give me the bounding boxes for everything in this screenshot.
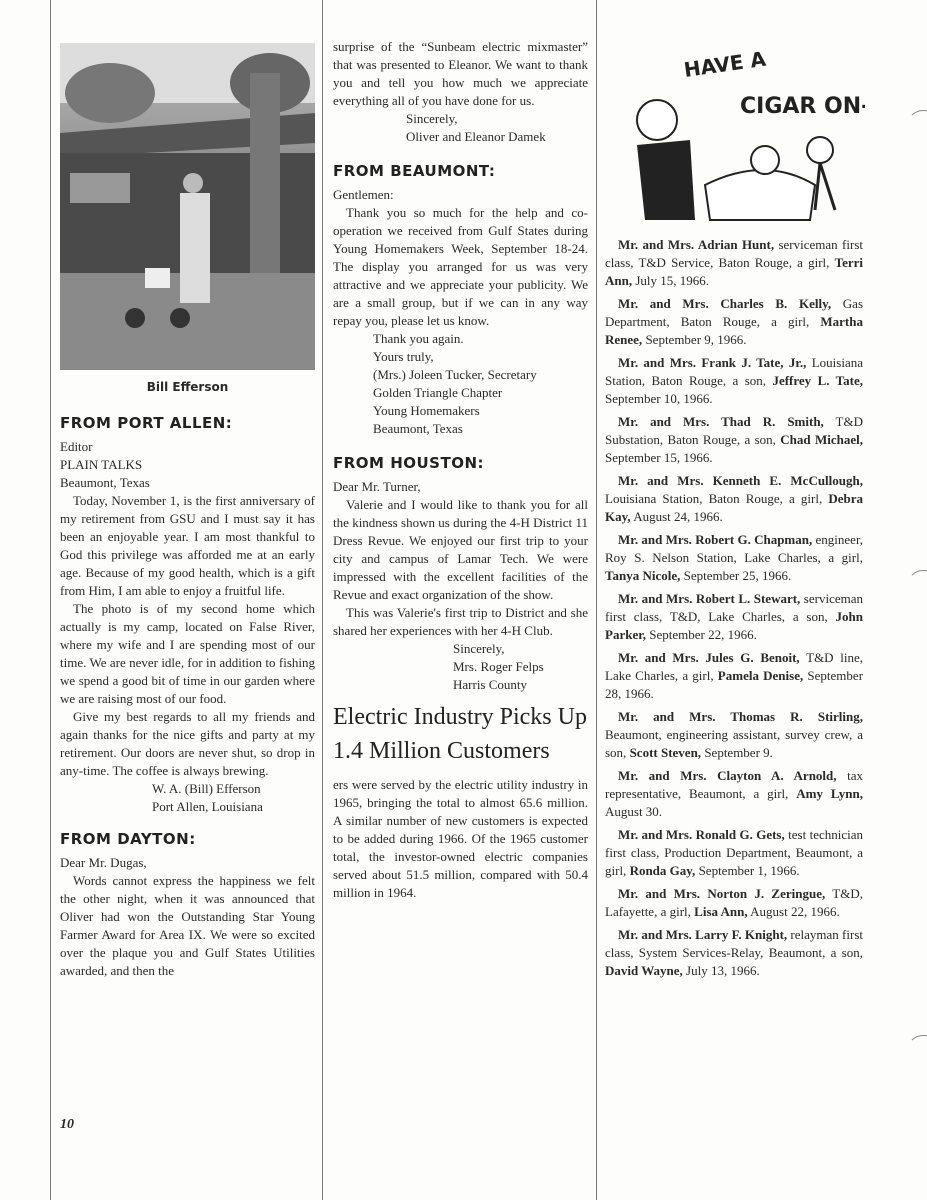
bold-name: Amy Lynn, [796, 786, 863, 801]
announcement-text: August 22, 1966. [747, 904, 840, 919]
announcement-text: T&D Substation, Baton Rouge, a son, [605, 414, 863, 447]
announcement-text: tax representative, Beaumont, a girl, [605, 768, 863, 801]
birth-announcement [605, 885, 863, 921]
signature-line: Thank you again. [373, 331, 464, 346]
signature-line: Yours truly, [373, 349, 434, 364]
birth-announcement [605, 926, 863, 980]
bold-name: Ronda Gay, [629, 863, 696, 878]
bold-name: Mr. and Mrs. Robert L. Stewart, [618, 591, 801, 606]
announcement-text: test technician first class, Production Department, Beaumont, a girl, [605, 827, 863, 878]
cartoon-have-a-cigar [615, 45, 865, 230]
paragraph: Thank you so much for the help and co-operation we received from Gulf States during Young Homemakers Week, September 18-24. The display you arranged for us was very attractive and we appreciate your publicity. We are a small group, but if we can in any way repay you, please let us know. [333, 205, 588, 328]
paragraph: Valerie and I would like to thank you for all the kindness shown us during the 4-H District 11 Dress Revue. We enjoyed our first trip to your city and campus of Lamar Tech. We were impressed with the excellent facilities of the Revue and exact organization of the show. [333, 497, 588, 602]
bold-name: Terri Ann, [605, 255, 863, 288]
svg-text:CIGAR ON-: CIGAR ON- [740, 94, 865, 119]
bold-name: Chad Michael, [780, 432, 863, 447]
announcement-text: T&D line, Lake Charles, a girl, [605, 650, 863, 683]
announcement-text: September 9. [701, 745, 773, 760]
birth-announcement [605, 649, 863, 703]
column-divider [596, 0, 597, 1200]
bold-name: Mr. and Mrs. Charles B. Kelly, [618, 296, 832, 311]
bold-name: Mr. and Mrs. Thomas R. Stirling, [618, 709, 863, 724]
bold-name: Mr. and Mrs. Thad R. Smith, [618, 414, 824, 429]
birth-announcement [605, 767, 863, 821]
announcement-text: September 28, 1966. [605, 668, 864, 701]
address-line: PLAIN TALKS [60, 457, 143, 472]
signature-line: Mrs. Roger Felps [453, 659, 544, 674]
birth-announcement [605, 413, 863, 467]
column-divider [50, 0, 51, 1200]
bold-name: Lisa Ann, [694, 904, 748, 919]
birth-announcement [605, 590, 863, 644]
paragraph: ers were served by the electric utility industry in 1965, bringing the total to almost 65.6 million. A similar number of new customers is expected to be added during 1966. Of the 1965 customer total, the investor-owned electric companies served about 51.5 million, compared with 50.4 million in 1964. [333, 777, 588, 900]
announcement-text: relayman first class, System Services-Relay, Beaumont, a son, [605, 927, 863, 960]
announcement-text: September 15, 1966. [605, 450, 713, 465]
section-heading: FROM BEAUMONT: [333, 162, 496, 180]
birth-announcement [605, 354, 863, 408]
bold-name: Mr. and Mrs. Jules G. Benoit, [618, 650, 800, 665]
bold-name: Mr. and Mrs. Norton J. Zeringue, [618, 886, 826, 901]
photo-bill-efferson [60, 43, 315, 370]
bold-name: Tanya Nicole, [605, 568, 681, 583]
binder-hole [907, 570, 927, 602]
salutation: Dear Mr. Turner, [333, 479, 421, 494]
bold-name: Debra Kay, [605, 491, 863, 524]
signature-line: Oliver and Eleanor Damek [406, 129, 546, 144]
column-2 [333, 38, 588, 902]
bold-name: Mr. and Mrs. Larry F. Knight, [618, 927, 788, 942]
announcement-text: September 10, 1966. [605, 391, 713, 406]
birth-announcements [605, 236, 863, 985]
photo-caption: Bill Efferson [146, 380, 229, 394]
paragraph: This was Valerie's first trip to District and she shared her experiences with her 4-H Club. [333, 605, 588, 638]
paragraph: The photo is of my second home which actually is my camp, located on False River, where my wife and I are spending most of our time. We are never idle, for in addition to fishing we spend a good bit of time in our garden where we are raising most of our food. [60, 601, 315, 706]
bold-name: Mr. and Mrs. Kenneth E. McCullough, [618, 473, 863, 488]
signature-line: Young Homemakers [373, 403, 480, 418]
birth-announcement [605, 826, 863, 880]
photo-house-garden [60, 43, 315, 370]
bold-name: Mr. and Mrs. Robert G. Chapman, [618, 532, 813, 547]
column-divider [322, 0, 323, 1200]
cartoon-father-baby-illustration [615, 45, 865, 230]
bold-name: Pamela Denise, [717, 668, 804, 683]
bold-name: Martha Renee, [605, 314, 863, 347]
binder-hole [907, 110, 927, 142]
column-1 [60, 404, 315, 980]
bold-name: Mr. and Mrs. Ronald G. Gets, [618, 827, 785, 842]
signature-line: Port Allen, Louisiana [152, 799, 263, 814]
salutation: Gentlemen: [333, 187, 394, 202]
announcement-text: September 9, 1966. [642, 332, 747, 347]
signature-line: Beaumont, Texas [373, 421, 463, 436]
announcement-text: serviceman first class, T&D Service, Baton Rouge, a girl, [605, 237, 863, 270]
article-headline: Electric Industry Picks Up 1.4 Million Customers [333, 704, 587, 764]
signature-line: Sincerely, [406, 111, 458, 126]
announcement-text: July 15, 1966. [632, 273, 710, 288]
announcement-text: August 30. [605, 804, 663, 819]
paragraph: Words cannot express the happiness we felt the other night, when it was announced that Oliver had won the Outstanding Star Young Farmer Award for Area IX. We were so excited over the plaque you and Gulf States Utilities awarded, and then the [60, 873, 315, 978]
paragraph: surprise of the “Sunbeam electric mixmaster” that was presented to Eleanor. We want to thank you and tell you how much we appreciate everything all of you have done for us. [333, 39, 588, 108]
announcement-text: serviceman first class, T&D, Lake Charles, a son, [605, 591, 863, 624]
bold-name: Mr. and Mrs. Adrian Hunt, [618, 237, 775, 252]
binder-hole [907, 1035, 927, 1067]
announcement-text: engineer, Roy S. Nelson Station, Lake Charles, a girl, [605, 532, 863, 565]
signature-line: Harris County [453, 677, 528, 692]
section-heading: FROM HOUSTON: [333, 454, 485, 472]
bold-name: John Parker, [605, 609, 863, 642]
section-heading: FROM PORT ALLEN: [60, 414, 233, 432]
paragraph: Today, November 1, is the first anniversary of my retirement from GSU and I must say it has been an enjoyable year. I am most thankful to God this privilege was afforded me at an early age. Because of my good health, which is a gift from Him, I am able to enjoy a fruitful life. [60, 493, 315, 598]
birth-announcement [605, 236, 863, 290]
announcement-text: Gas Department, Baton Rouge, a girl, [605, 296, 864, 329]
announcement-text: Beaumont, engineering assistant, survey crew, a son, [605, 727, 863, 760]
announcement-text: T&D, Lafayette, a girl, [605, 886, 863, 919]
birth-announcement [605, 708, 863, 762]
announcement-text: September 22, 1966. [646, 627, 757, 642]
announcement-text: September 25, 1966. [680, 568, 792, 583]
signature-line: Sincerely, [453, 641, 505, 656]
section-heading: FROM DAYTON: [60, 830, 196, 848]
bold-name: Scott Steven, [629, 745, 702, 760]
announcement-text: Louisiana Station, Baton Rouge, a girl, [605, 491, 829, 506]
announcement-text: August 24, 1966. [630, 509, 723, 524]
bold-name: Mr. and Mrs. Clayton A. Arnold, [618, 768, 837, 783]
address-line: Beaumont, Texas [60, 475, 150, 490]
announcement-text: September 1, 1966. [695, 863, 800, 878]
birth-announcement [605, 531, 863, 585]
birth-announcement [605, 295, 863, 349]
birth-announcement [605, 472, 863, 526]
announcement-text: July 13, 1966. [682, 963, 760, 978]
address-line: Editor [60, 439, 93, 454]
bold-name: Mr. and Mrs. Frank J. Tate, Jr., [618, 355, 807, 370]
signature-line: Golden Triangle Chapter [373, 385, 503, 400]
signature-line: W. A. (Bill) Efferson [152, 781, 261, 796]
bold-name: Jeffrey L. Tate, [772, 373, 863, 388]
salutation: Dear Mr. Dugas, [60, 855, 147, 870]
paragraph: Give my best regards to all my friends and again thanks for the nice gifts and party at my retirement. Our doors are never shut, so drop in any-time. The coffee is always brewing. [60, 709, 315, 778]
announcement-text: Louisiana Station, Baton Rouge, a son, [605, 355, 864, 388]
bold-name: David Wayne, [605, 963, 683, 978]
page-number: 10 [60, 1117, 74, 1132]
cartoon-text: HAVE A [682, 46, 768, 82]
signature-line: (Mrs.) Joleen Tucker, Secretary [373, 367, 537, 382]
